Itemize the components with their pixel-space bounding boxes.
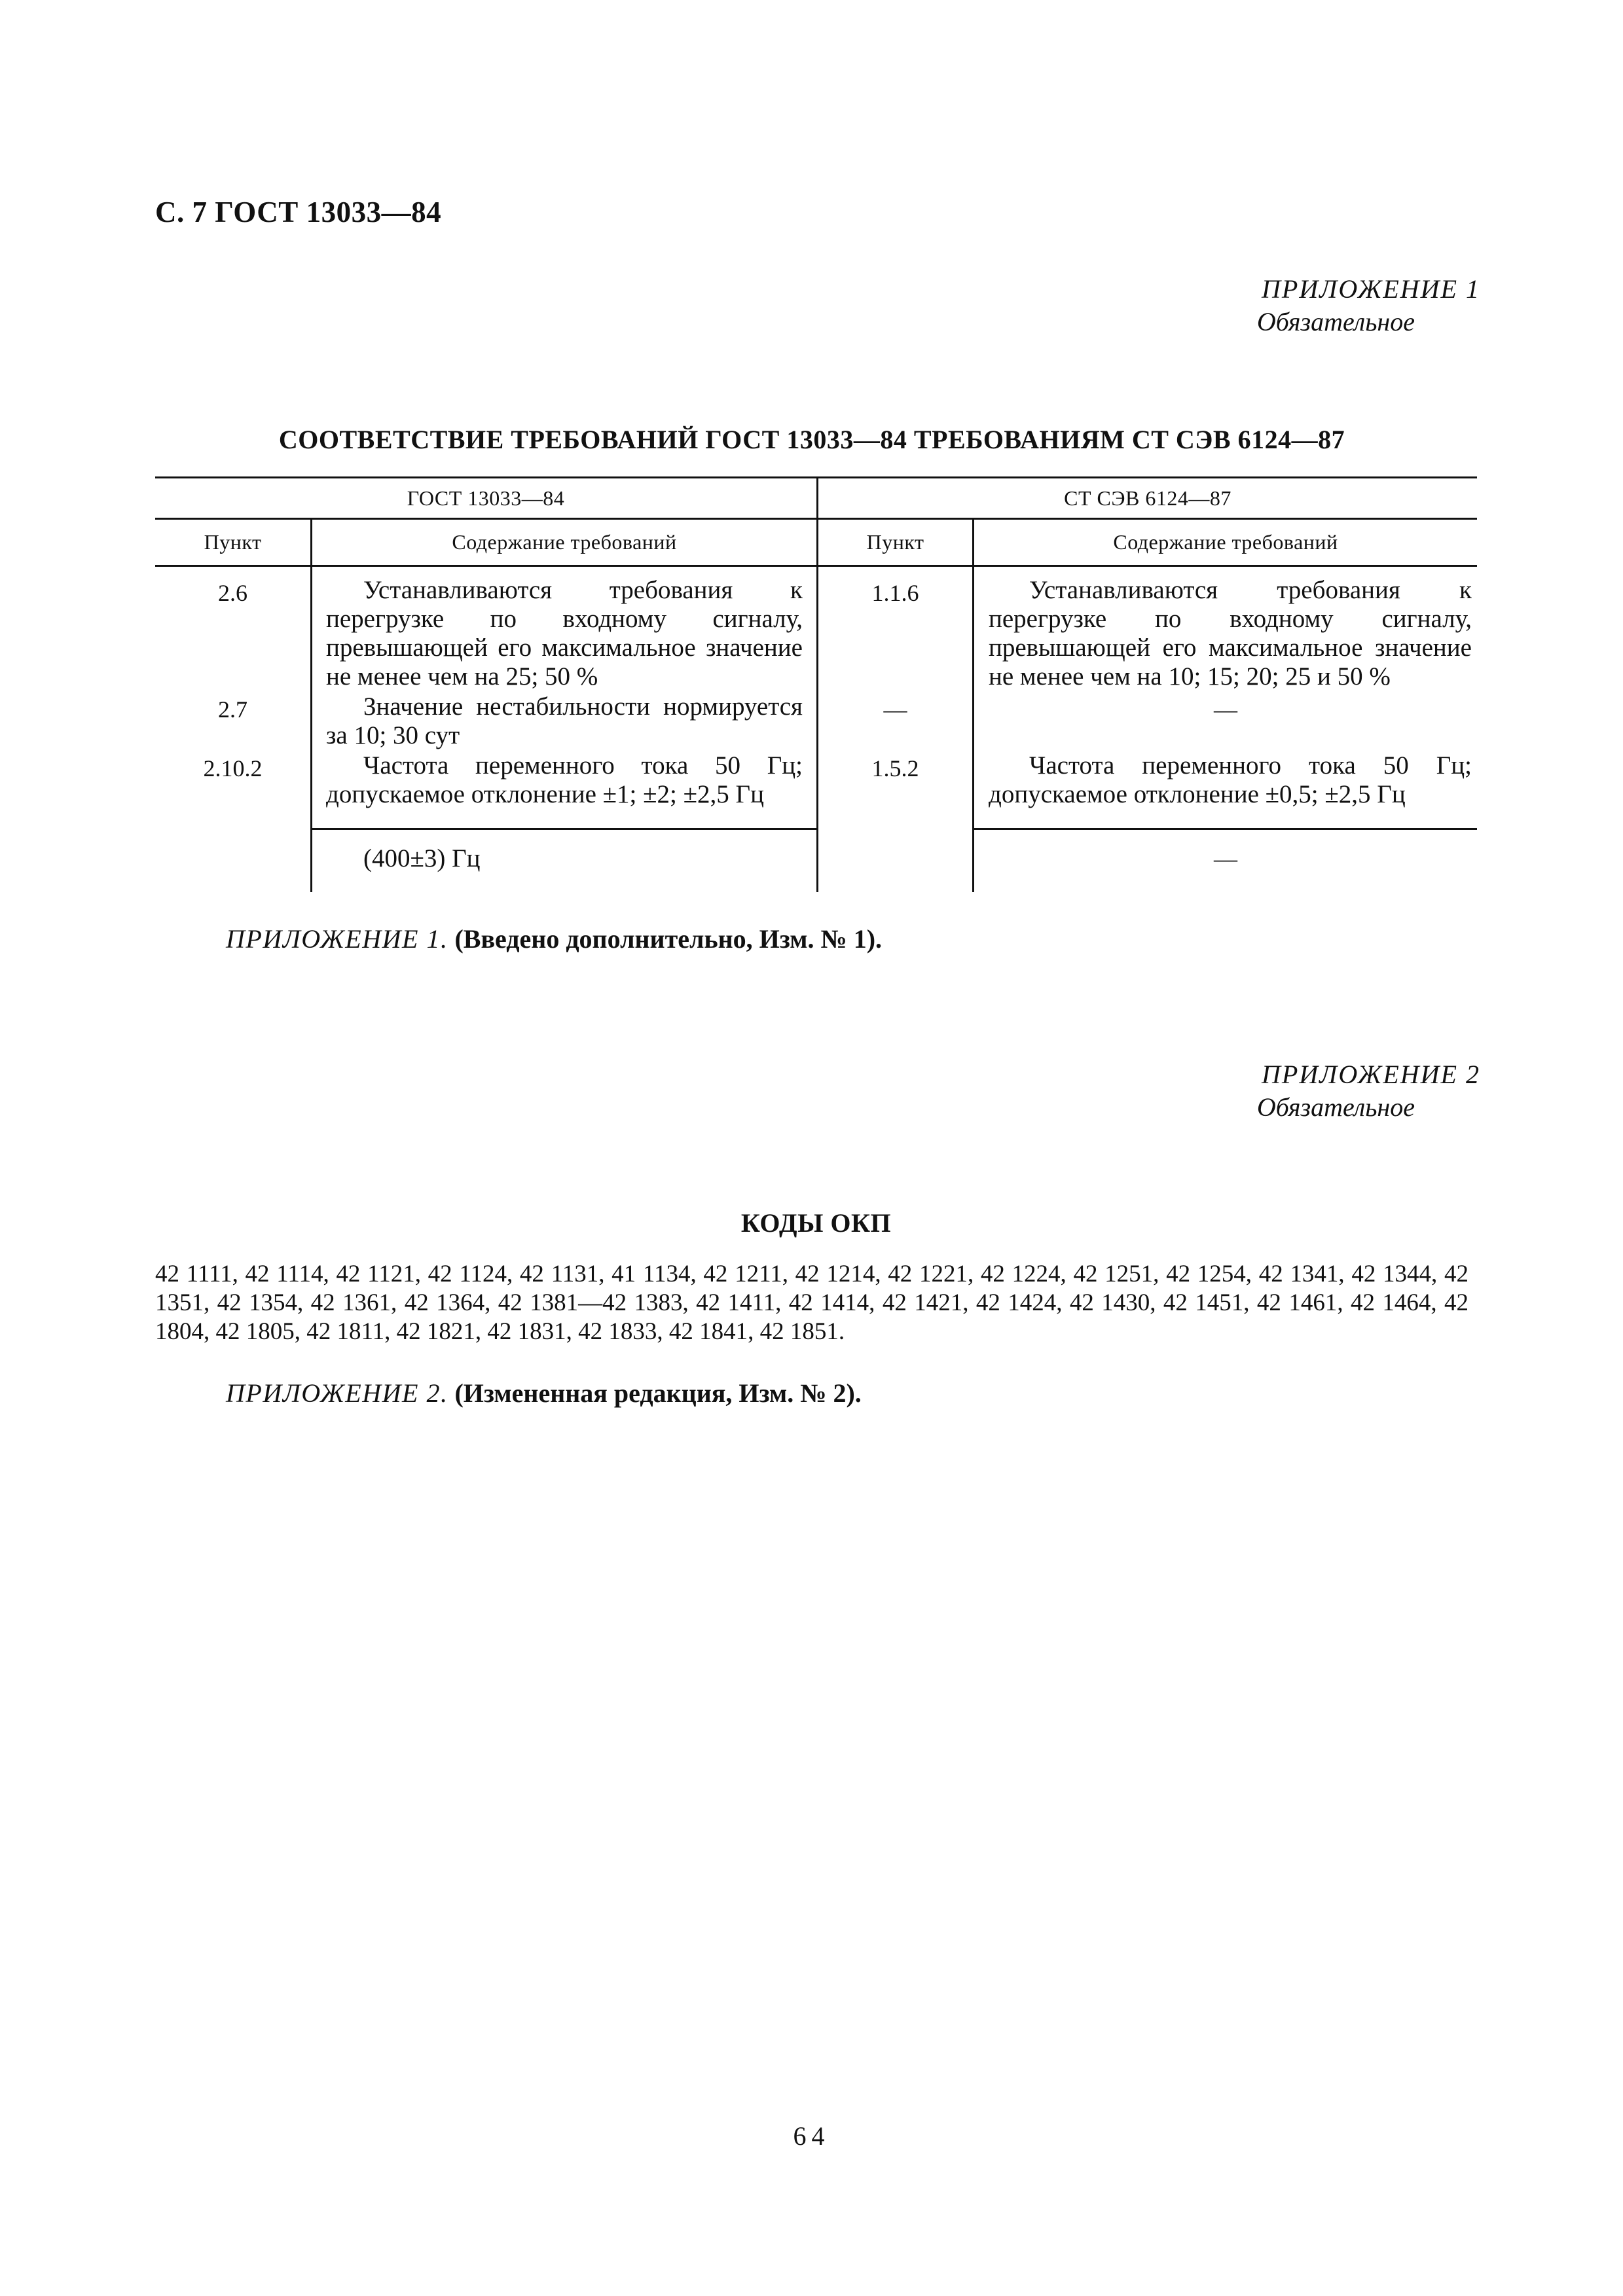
row4-sev-text: — (1214, 846, 1237, 872)
appendix-2-status: Обязательное (1256, 1092, 1415, 1122)
col-header-gost-content: Содержание требований (452, 530, 677, 554)
row3-gost-item: 2.10.2 (203, 755, 263, 781)
group-header-gost: ГОСТ 13033—84 (407, 486, 565, 510)
appendix-1-title: СООТВЕТСТВИЕ ТРЕБОВАНИЙ ГОСТ 13033—84 ТРЕБОВАНИЯМ СТ СЭВ 6124—87 (278, 425, 1345, 454)
appendix-1-note (226, 924, 882, 954)
appendix-2-label: ПРИЛОЖЕНИЕ 2 (1262, 1060, 1480, 1089)
row2-sev-item: — (883, 696, 907, 723)
appendix-1-note-label: ПРИЛОЖЕНИЕ 1. (226, 924, 448, 954)
row-divider-right (972, 828, 1477, 830)
row4-gost-text: (400±3) Гц (363, 844, 481, 872)
col-header-sev-item: Пункт (866, 530, 924, 554)
row3-sev-text: Частота переменного тока 50 Гц; допускаемое отклонение ±0,5; ±2,5 Гц (989, 751, 1472, 808)
row2-gost-item: 2.7 (218, 696, 247, 723)
col-header-sev-content: Содержание требований (1113, 530, 1338, 554)
appendix-2-note-text: (Измененная редакция, Изм. № 2). (454, 1378, 862, 1408)
row2-sev-text: — (1214, 696, 1237, 723)
row1-gost-text: Устанавливаются требования к перегрузке по входному сигналу, превышающей его максимальное значение не менее чем на 25; 50 % (326, 576, 803, 691)
appendix-1-label: ПРИЛОЖЕНИЕ 1 (1262, 274, 1480, 304)
okp-codes-paragraph: 42 1111, 42 1114, 42 1121, 42 1124, 42 1131, 41 1134, 42 1211, 42 1214, 42 1221, 42 1224, 42 1251, 42 1254, 42 1341, 42 1344, 42 1351, 42 1354, 42 1361, 42 1364, 42 1381—42 1383, 42 1411, 42 1414, 42 1421, 42 1424, 42 1430, 42 1451, 42 1461, 42 1464, 42 1804, 42 1805, 42 1811, 42 1821, 42 1831, 42 1833, 42 1841, 42 1851. (155, 1261, 1468, 1345)
appendix-2-note-label: ПРИЛОЖЕНИЕ 2. (226, 1378, 448, 1408)
appendix-1-status: Обязательное (1256, 307, 1415, 336)
row3-sev-item: 1.5.2 (871, 755, 919, 781)
appendix-1-note-text: (Введено дополнительно, Изм. № 1). (454, 924, 883, 954)
col-divider-1 (310, 518, 312, 892)
appendix-2-note (226, 1378, 862, 1408)
row1-sev-text: Устанавливаются требования к перегрузке по входному сигналу, превышающей его максимальное значение не менее чем на 10; 15; 20; 25 и 50 % (989, 576, 1472, 691)
row3-gost-text: Частота переменного тока 50 Гц; допускаемое отклонение ±1; ±2; ±2,5 Гц (326, 751, 803, 808)
page-header-title: С. 7 ГОСТ 13033—84 (155, 196, 442, 228)
appendix-2-title: КОДЫ ОКП (740, 1208, 892, 1238)
group-header-sev: СТ СЭВ 6124—87 (1064, 486, 1231, 510)
row1-gost-item: 2.6 (218, 580, 247, 606)
row-divider-left (310, 828, 817, 830)
col-header-gost-item: Пункт (204, 530, 262, 554)
row1-sev-item: 1.1.6 (871, 580, 919, 606)
page-number: 64 (793, 2121, 830, 2151)
row2-gost-text: Значение нестабильности нормируется за 10; 30 сут (326, 692, 803, 749)
